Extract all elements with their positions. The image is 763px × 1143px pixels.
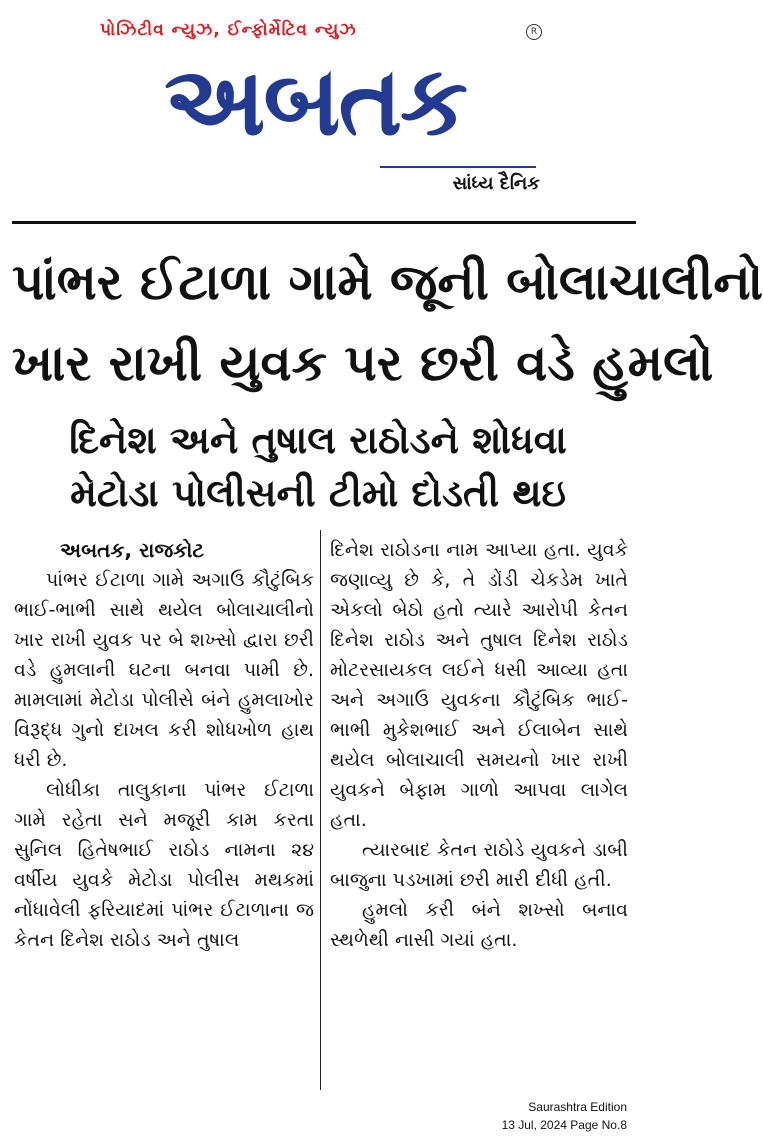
subhead-line-1: દિનેશ અને તુષાલ રાઠોડને શોધવા	[69, 418, 567, 462]
masthead	[0, 0, 637, 215]
edition-date-page: 13 Jul, 2024 Page No.8	[501, 1118, 627, 1132]
paragraph: હુમલો કરી બંને શખ્સો બનાવ સ્થળેથી નાસી ગયાં હતા.	[330, 899, 628, 951]
paragraph: લોધીકા તાલુકાના પાંભર ઈટાળા ગામે રહેતા સને મજૂરી કામ કરતા સુનિલ હિતેષભાઈ રાઠોડ નામના ૨૪ વર્ષીય યુવકે મેટોડા પોલીસ મથકમાં નોંધાવેલી ફરિયાદમાં પાંભર ઈટાળાના જ કેતન દિનેશ રાઠોડ અને તુષાલ	[14, 779, 314, 951]
byline: અબતક, રાજકોટ	[60, 538, 205, 562]
column-divider	[320, 530, 321, 1090]
article-column-left	[14, 535, 314, 955]
masthead-tagline: પોઝિટીવ ન્યુઝ, ઈન્ફોર્મેટિવ ન્યુઝ	[100, 20, 357, 40]
paragraph: ત્યારબાદ કેતન રાઠોડે યુવકને ડાબી બાજુના પડખામાં છરી મારી દીધી હતી.	[330, 839, 628, 891]
subhead-line-2: મેટોડા પોલીસની ટીમો દોડતી થઇ	[70, 471, 566, 515]
header-divider	[12, 221, 636, 224]
edition-name: Saurashtra Edition	[528, 1100, 627, 1114]
registered-mark-icon: R	[526, 24, 542, 40]
article-column-right	[330, 535, 628, 955]
paragraph: દિનેશ રાઠોડના નામ આપ્યા હતા. યુવકે જણાવ્યુ છે કે, તે ડોંડી ચેકડેમ ખાતે એકલો બેઠો હતો ત્યારે આરોપી કેતન દિનેશ રાઠોડ અને તુષાલ દિનેશ રાઠોડ મોટરસાયકલ લઈને ધસી આવ્યા હતા અને અગાઉ યુવકના કૌટુંબિક ભાઈ-ભાભી મુકેશભાઈ અને ઈલાબેન સાથે થયેલ બોલાચાલી સમયનો ખાર રાખી યુવકને બેફામ ગાળો આપવા લાગેલ હતા.	[330, 539, 628, 831]
headline-line-2: ખાર રાખી યુવક પર છરી વડે હુમલો	[12, 334, 714, 392]
paragraph: પાંભર ઈટાળા ગામે અગાઉ કૌટુંબિક ભાઈ-ભાભી સાથે થયેલ બોલાચાલીનો ખાર રાખી યુવક પર બે શખ્સો દ્વારા છરી વડે હુમલાની ઘટના બનવા પામી છે. મામલામાં મેટોડા પોલીસે બંને હુમલાખોર વિરૂદ્ધ ગુનો દાખલ કરી શોધખોળ હાથ ધરી છે.	[14, 569, 314, 771]
subbrand-rule	[380, 166, 536, 168]
edition-info	[502, 1098, 627, 1134]
newspaper-logo: અબતક	[164, 45, 466, 157]
subbrand-label: સાંધ્ય દૈનિક	[452, 173, 540, 194]
headline-line-1: પાંભર ઈટાળા ગામે જૂની બોલાચાલીનો	[12, 253, 763, 311]
